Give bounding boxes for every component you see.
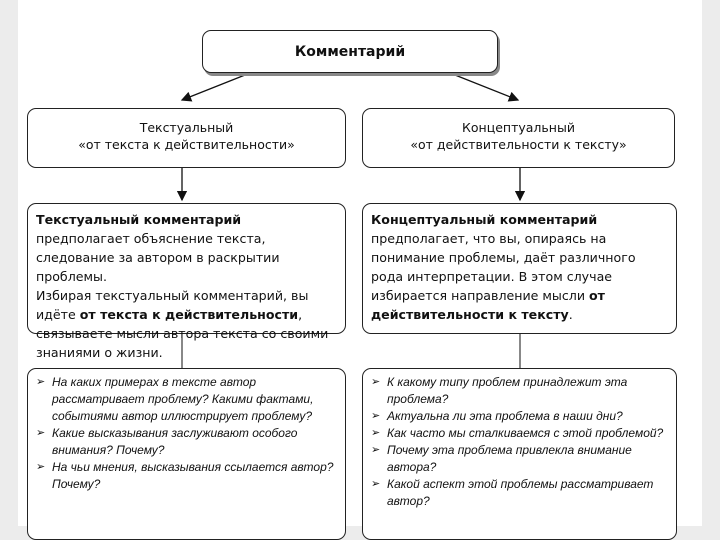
textual-questions (27, 368, 346, 540)
question-item: ➢ Актуальна ли эта проблема в наши дни? (371, 408, 668, 425)
conceptual-questions (362, 368, 677, 540)
question-item: ➢ К какому типу проблем принадлежит эта проблема? (371, 374, 668, 408)
term: Концептуальный комментарий (371, 212, 598, 227)
question-item: ➢ Как часто мы сталкиваемся с этой проблемой? (371, 425, 668, 442)
text: Избирая текстуальный комментарий, вы идёте (36, 288, 309, 322)
emphasis: от текста к действительности (79, 307, 299, 322)
arrow-right (450, 73, 518, 100)
conceptual-subheading: «от действительности к тексту» (410, 137, 627, 152)
question-item: ➢ Какой аспект этой проблемы рассматривает автор? (371, 476, 668, 510)
title: Комментарий (294, 43, 406, 60)
conceptual-description (362, 203, 677, 334)
question-item: ➢ Почему эта проблема привлекла внимание автора? (371, 442, 668, 476)
textual-box (27, 108, 346, 168)
question-item: ➢ Какие высказывания заслуживают особого внимания? Почему? (36, 425, 337, 459)
question-item: ➢ На чьи мнения, высказывания ссылается автор? Почему? (36, 459, 337, 493)
question-item: ➢ На каких примерах в тексте автор рассматривает проблему? Какими фактами, событиями автор иллюстрирует проблему? (36, 374, 337, 425)
arrow-left (182, 73, 250, 100)
textual-description (27, 203, 346, 360)
text: предполагает, что вы, опираясь на понимание проблемы, даёт различного рода интерпретации. В этом случае избирается направление мысли (371, 231, 636, 303)
title-box (202, 30, 498, 73)
text: . (568, 307, 573, 322)
conceptual-heading: Концептуальный (462, 120, 575, 135)
text: предполагает объяснение текста, следование за автором в раскрытии проблемы. (36, 231, 280, 284)
conceptual-box (362, 108, 675, 168)
textual-heading: Текстуальный (139, 120, 234, 135)
term: Текстуальный комментарий (36, 212, 242, 227)
text: , связываете мысли автора текста со своими знаниями о жизни. (36, 307, 329, 360)
emphasis: от действительности к тексту (371, 288, 605, 322)
textual-subheading: «от текста к действительности» (78, 137, 295, 152)
